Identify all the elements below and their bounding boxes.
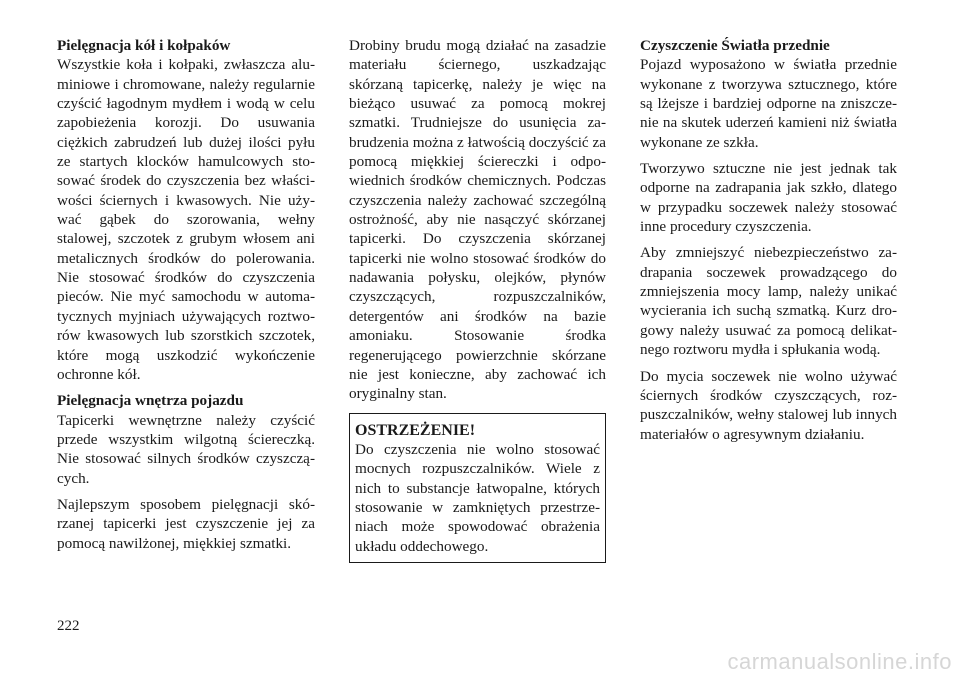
- watermark: carmanualsonline.info: [727, 649, 952, 674]
- paragraph-leather-dirt: Drobiny brudu mogą działać na zasadzie materiału ściernego, uszkadzając skórzaną tapicerkę, należy je więc na bieżąco usuwać za pomocą mokrej szmatki. Trudniejsze do usunięcia zabrudzenia można z łatwością doczyścić za pomocą miękkiej ściereczki i odpowiednich środków chemicznych. Podczas czyszczenia należy zachować szczególną ostrożność, aby nie nasączyć skórzanej tapicerki. Do czyszczenia skórzanej tapicerki nie wolno stosować środków do nadawania połysku, olejków, płynów czyszczących, rozpuszczalników, detergentów ani środków na bazie amoniaku. Stosowanie środka regenerującego powierzchnie skórzane nie jest konieczne, aby zachować ich oryginalny stan.: [349, 37, 606, 403]
- text-column-middle: [349, 36, 606, 563]
- paragraph-interior-care: Tapicerki wewnętrzne należy czyścić przede wszystkim wilgotną ściereczką. Nie stosować silnych środków czyszczących.: [57, 411, 315, 487]
- warning-title: OSTRZEŻENIE!: [355, 421, 476, 439]
- paragraph-leather-care: Najlepszym sposobem pielęgnacji skórzanej tapicerki jest czyszczenie jej za pomocą nawilżonej, miękkiej szmatki.: [57, 495, 315, 552]
- section-heading-interior-care: Pielęgnacja wnętrza pojazdu: [57, 392, 244, 410]
- section-heading-headlight-cleaning: Czyszczenie Światła przednie: [640, 37, 830, 54]
- paragraph-wheel-care: Wszystkie koła i kołpaki, zwłaszcza aluminiowe i chromowane, należy regularnie czyścić łagodnym mydłem i wodą w celu zapobieżenia korozji. Do usuwania ciężkich zabrudzeń lub dużej ilości pyłu ze startych klocków hamulcowych stosować środek do czyszczenia bez właściwości ściernych i kwasowych. Nie używać gąbek do szorowania, wełny stalowej, szczotek z grubym włosem ani metalicznych środków do polerowania. Nie stosować środków do czyszczenia pieców. Nie myć samochodu w automatycznych myjniach używających roztworów kwasowych lub szorstkich szczotek, które mogą uszkodzić wykończenie ochronne kół.: [57, 56, 315, 383]
- warning-text: Do czyszczenia nie wolno stosować mocnych rozpuszczalników. Wiele z nich to substancje łatwopalne, których stosowanie w zamkniętych przestrzeniach może spowodować obrażenia układu oddechowego.: [355, 440, 600, 555]
- text-column-left: [57, 36, 315, 560]
- section-heading-wheel-care: Pielęgnacja kół i kołpaków: [57, 37, 231, 54]
- page-number: 222: [57, 618, 80, 634]
- text-column-right: [640, 36, 897, 451]
- paragraph-headlights-plastic: Pojazd wyposażono w światła przednie wykonane z tworzywa sztucznego, które są lżejsze i bardziej odporne na zniszczenie na skutek uderzeń kamieni niż światła wykonane ze szkła.: [640, 56, 897, 151]
- paragraph-scratch-prevention: Aby zmniejszyć niebezpieczeństwo zadrapania soczewek prowadzącego do zmniejszenia mocy lamp, należy unikać wycierania ich suchą szmatką. Kurz drogowy należy usuwać za pomocą delikatnego roztworu mydła i spłukania wodą.: [640, 244, 897, 359]
- warning-box: [349, 413, 606, 563]
- paragraph-lens-washing: Do mycia soczewek nie wolno używać ściernych środków czyszczących, rozpuszczalników, wełny stalowej lub innych materiałów o agresywnym działaniu.: [640, 367, 897, 443]
- paragraph-scratch-resistance: Tworzywo sztuczne nie jest jednak tak odporne na zadrapania jak szkło, dlatego w przypadku soczewek należy stosować inne procedury czyszczenia.: [640, 160, 897, 236]
